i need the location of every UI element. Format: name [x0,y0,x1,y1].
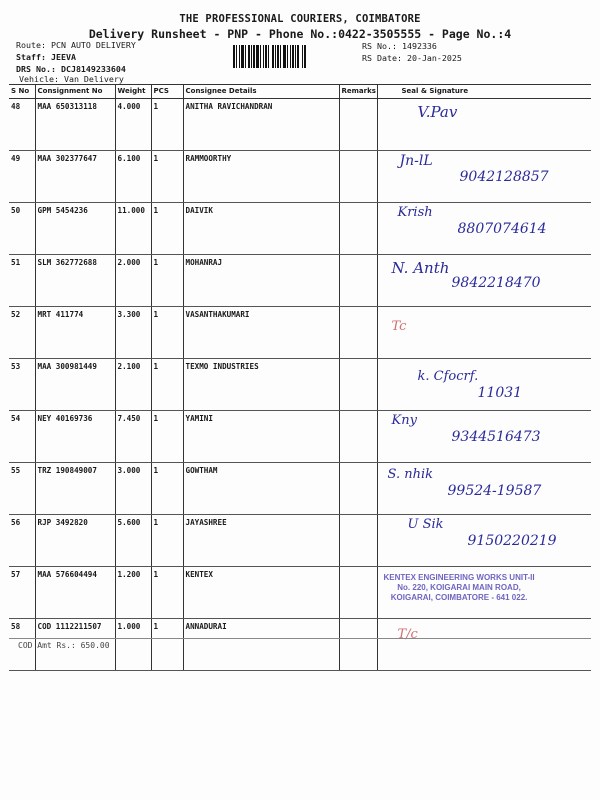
remarks-cell [339,515,377,567]
weight-cell: 1.200 [115,567,151,619]
sno-cell: 48 [9,99,35,151]
stamp-line: KOIGARAI, COIMBATORE - 641 022. [390,593,528,602]
drs-label: DRS No.: DCJ8149233604 [16,64,126,74]
pcs-cell: 1 [151,411,183,463]
consignee-cell: VASANTHAKUMARI [183,307,339,359]
col-weight: Weight [115,85,151,99]
weight-cell: 2.100 [115,359,151,411]
weight-cell: 4.000 [115,99,151,151]
col-signature: Seal & Signature [377,85,591,99]
runsheet-title: Delivery Runsheet - PNP - Phone No.:0422-3505555 - Page No.:4 [88,27,512,41]
weight-cell: 1.000 [115,619,151,671]
remarks-cell [339,619,377,671]
remarks-cell [339,463,377,515]
table-row [9,255,591,307]
vehicle-label: Vehicle: Van Delivery [19,74,124,84]
sno-cell: 55 [9,463,35,515]
col-consignment: Consignment No [35,85,115,99]
handwritten-signature: Jn-lL [399,153,433,169]
handwritten-phone: 9842218470 [451,275,541,291]
weight-cell: 6.100 [115,151,151,203]
pcs-cell: 1 [151,567,183,619]
rs-no-label: RS No.: 1492336 [362,41,437,51]
weight-cell: 5.600 [115,515,151,567]
signature-cell [377,255,591,307]
stamp-line: KENTEX ENGINEERING WORKS UNIT-II [383,573,535,582]
pcs-cell: 1 [151,619,183,671]
consignee-cell: YAMINI [183,411,339,463]
pcs-cell: 1 [151,203,183,255]
table-row [9,515,591,567]
remarks-cell [339,151,377,203]
consignment-cell: MRT 411774 [35,307,115,359]
handwritten-phone: 9344516473 [451,429,541,445]
signature-cell [377,307,591,359]
signature-cell [377,99,591,151]
consignment-cell: MAA 576604494 [35,567,115,619]
consignee-cell: TEXMO INDUSTRIES [183,359,339,411]
remarks-cell [339,359,377,411]
remarks-cell [339,203,377,255]
col-remarks: Remarks [339,85,377,99]
consignee-cell: ANITHA RAVICHANDRAN [183,99,339,151]
handwritten-signature: T/c [397,627,418,642]
consignee-cell: ANNADURAI [183,619,339,671]
sno-cell: 58 [9,619,35,671]
sno-cell: 53 [9,359,35,411]
sno-cell: 52 [9,307,35,359]
weight-cell: 2.000 [115,255,151,307]
sno-cell: 51 [9,255,35,307]
handwritten-phone: 9150220219 [467,533,557,549]
barcode [233,45,341,68]
signature-cell [377,515,591,567]
table-row [9,411,591,463]
handwritten-phone: 8807074614 [457,221,547,237]
sno-cell: 56 [9,515,35,567]
handwritten-phone: 9042128857 [459,169,549,185]
table-row [9,567,591,619]
rs-date-label: RS Date: 20-Jan-2025 [362,53,462,63]
pcs-cell: 1 [151,307,183,359]
consignee-cell: DAIVIK [183,203,339,255]
consignment-cell: NEY 40169736 [35,411,115,463]
sno-cell: 54 [9,411,35,463]
remarks-cell [339,411,377,463]
handwritten-phone: 11031 [477,385,523,401]
consignment-cell: RJP 3492820 [35,515,115,567]
remarks-cell [339,255,377,307]
col-pcs: PCS [151,85,183,99]
consignment-cell: MAA 300981449 [35,359,115,411]
stamp-line: No. 220, KOIGARAI MAIN ROAD, [397,583,521,592]
runsheet-table [9,84,591,671]
signature-cell [377,359,591,411]
handwritten-signature: k. Cfocrf. [417,369,479,384]
sno-cell: 49 [9,151,35,203]
col-consignee: Consignee Details [183,85,339,99]
weight-cell: 3.300 [115,307,151,359]
pcs-cell: 1 [151,255,183,307]
remarks-cell [339,307,377,359]
handwritten-signature: U Sik [407,517,444,532]
table-row [9,307,591,359]
pcs-cell: 1 [151,359,183,411]
barcode-bar [306,45,307,68]
sno-cell: 57 [9,567,35,619]
remarks-cell [339,99,377,151]
consignment-cell: SLM 362772688 [35,255,115,307]
consignee-cell: KENTEX [183,567,339,619]
handwritten-signature: S. nhik [387,467,433,482]
signature-cell [377,463,591,515]
table-row [9,99,591,151]
weight-cell: 11.000 [115,203,151,255]
signature-cell [377,203,591,255]
table-row [9,203,591,255]
remarks-cell [339,567,377,619]
col-sno: S No [9,85,35,99]
cod-amount: COD Amt Rs.: 650.00 [18,641,110,650]
signature-cell [377,151,591,203]
route-label: Route: PCN AUTO DELIVERY [16,40,136,50]
consignment-cell: COD 1112211507 [35,619,115,671]
handwritten-signature: Krish [397,205,433,220]
pcs-cell: 1 [151,463,183,515]
weight-cell: 7.450 [115,411,151,463]
consignee-cell: MOHANRAJ [183,255,339,307]
handwritten-signature: N. Anth [391,259,450,277]
table-row [9,151,591,203]
signature-cell [377,567,591,619]
company-title: THE PROFESSIONAL COURIERS, COIMBATORE [179,13,421,25]
handwritten-signature: Tc [391,319,407,334]
consignment-cell: MAA 650313118 [35,99,115,151]
consignment-cell: GPM 5454236 [35,203,115,255]
cod-divider [9,638,591,639]
signature-cell [377,411,591,463]
pcs-cell: 1 [151,151,183,203]
consignment-cell: TRZ 190849007 [35,463,115,515]
weight-cell: 3.000 [115,463,151,515]
handwritten-phone: 99524-19587 [447,483,542,499]
handwritten-signature: V.Pav [417,103,458,121]
staff-label: Staff: JEEVA [16,52,76,62]
handwritten-signature: Kny [391,413,417,428]
signature-cell [377,619,591,671]
table-header-row [9,85,591,99]
table-row [9,463,591,515]
pcs-cell: 1 [151,99,183,151]
company-stamp [384,573,535,603]
table-row [9,359,591,411]
consignee-cell: GOWTHAM [183,463,339,515]
consignee-cell: RAMMOORTHY [183,151,339,203]
pcs-cell: 1 [151,515,183,567]
consignment-cell: MAA 302377647 [35,151,115,203]
sno-cell: 50 [9,203,35,255]
consignee-cell: JAYASHREE [183,515,339,567]
